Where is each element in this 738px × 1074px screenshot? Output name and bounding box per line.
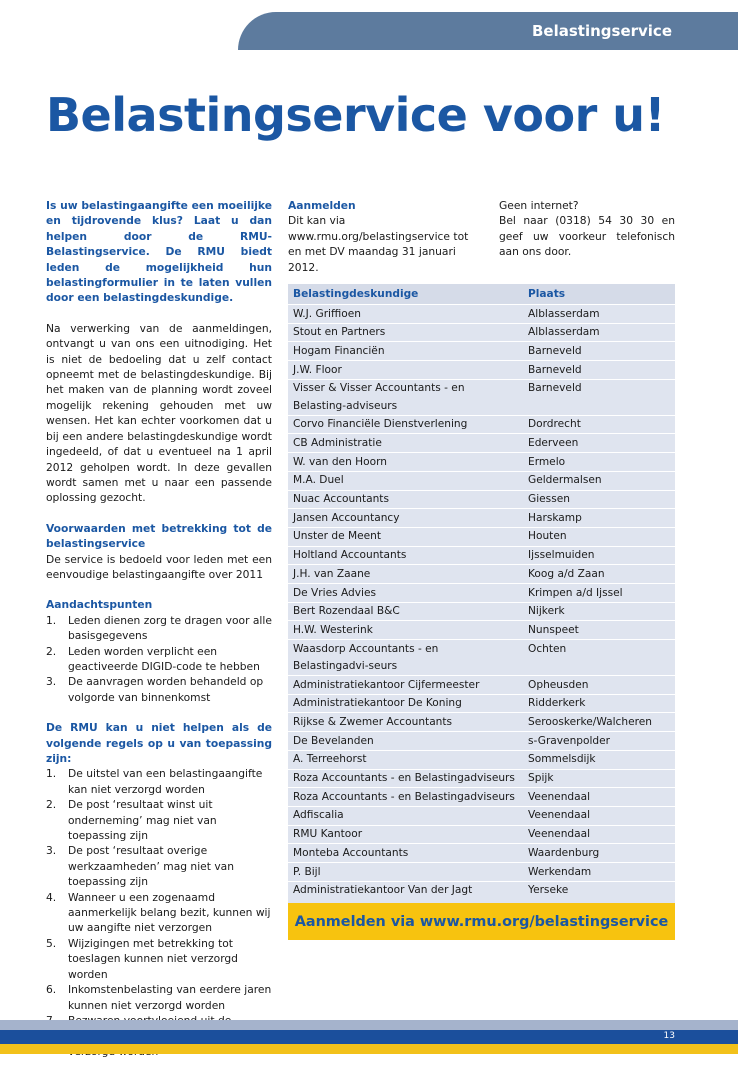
list-item-number: 1. xyxy=(46,767,57,781)
aandachtspunten-list xyxy=(46,613,272,705)
table-cell-advisor: Adfiscalia xyxy=(293,809,344,822)
table-row xyxy=(288,304,675,323)
table-header xyxy=(288,284,675,304)
table-cell-advisor: J.W. Floor xyxy=(293,363,342,376)
intro-text: Is uw belastingaangifte een moeilijke en tijdrovende klus? Laat u dan helpen door de RMU-Belastingservice. De RMU biedt leden de mogelijkheid hun belastingformulier in te laten vullen door een belastingdeskundige. xyxy=(46,199,272,305)
list-item-number: 3. xyxy=(46,844,57,858)
table-cell-place: Spijk xyxy=(528,772,554,785)
table-cell-advisor: Administratiekantoor De Koning xyxy=(293,697,462,710)
geen-internet-text: Bel naar (0318) 54 30 30 en geef uw voorkeur telefonisch aan ons door. xyxy=(499,214,675,259)
list-item-number: 4. xyxy=(46,890,57,904)
table-cell-advisor: Corvo Financiële Dienstverlening xyxy=(293,418,468,431)
paragraph-processing: Na verwerking van de aanmeldingen, ontvangt u van ons een uitnodiging. Het is niet de bedoeling dat u zelf contact opneemt met de belastingdeskundige. Bij het maken van de planning wordt zoveel mogelijk rekening gehouden met uw wensen. Het kan echter voorkomen dat u bij een andere belastingdeskundige wordt ingedeeld, of dat u eventueel na 1 april 2012 geholpen wordt. In deze gevallen wordt samen met u naar een passende oplossing gezocht. xyxy=(46,321,272,505)
advisors-table xyxy=(288,284,675,903)
table-row xyxy=(288,564,675,583)
list-item-text: Inkomstenbelasting van eerdere jaren kunnen niet verzorgd worden xyxy=(68,983,272,1012)
table-row xyxy=(288,806,675,825)
table-row xyxy=(288,471,675,490)
geen-internet-section xyxy=(499,198,675,260)
table-cell-place: Barneveld xyxy=(528,363,582,376)
table-cell-place: Ridderkerk xyxy=(528,697,586,710)
header-advisor: Belastingdeskundige xyxy=(293,288,419,300)
table-cell-place: Werkendam xyxy=(528,865,592,878)
list-item-text: De uitstel van een belastingaangifte kan niet verzorgd worden xyxy=(68,767,263,796)
table-cell-place: Harskamp xyxy=(528,511,582,524)
table-cell-advisor: Unster de Meent xyxy=(293,530,382,543)
table-cell-advisor: P. Bijl xyxy=(293,865,321,878)
regels-heading: De RMU kan u niet helpen als de volgende regels op u van toepassing zijn: xyxy=(46,721,272,765)
table-row xyxy=(288,787,675,806)
table-row xyxy=(288,379,675,415)
table-row xyxy=(288,675,675,694)
list-item-number: 2. xyxy=(46,644,57,658)
aandachtspunten-heading: Aandachtspunten xyxy=(46,598,153,612)
table-cell-place: Yerseke xyxy=(528,884,569,897)
table-cell-advisor: CB Administratie xyxy=(293,436,382,449)
table-row xyxy=(288,881,675,900)
table-row xyxy=(288,490,675,509)
table-cell-advisor: De Bevelanden xyxy=(293,734,374,747)
aanmelden-section xyxy=(288,198,482,275)
table-cell-advisor: De Vries Advies xyxy=(293,586,377,599)
table-row xyxy=(288,843,675,862)
list-item-number: 1. xyxy=(46,613,57,627)
table-cell-advisor: RMU Kantoor xyxy=(293,828,363,841)
table-cell-advisor: Administratiekantoor Van der Jagt xyxy=(293,884,473,897)
aanmelden-text: Dit kan via www.rmu.org/belastingservice tot en met DV maandag 31 januari 2012. xyxy=(288,214,469,274)
list-item-text: De aanvragen worden behandeld op volgorde van binnenkomst xyxy=(68,675,264,704)
list-item xyxy=(46,936,272,982)
table-row xyxy=(288,546,675,565)
table-cell-place: Nijkerk xyxy=(528,605,565,618)
voorwaarden-text: De service is bedoeld voor leden met een eenvoudige belastingaangifte over 2011 xyxy=(46,552,272,581)
regels-list xyxy=(46,766,272,1059)
table-cell-place: Dordrecht xyxy=(528,418,581,431)
table-cell-place: Alblasserdam xyxy=(528,307,600,320)
table-cell-advisor: M.A. Duel xyxy=(293,474,344,487)
footer-stripe-yellow xyxy=(0,1044,738,1054)
table-cell-place: Houten xyxy=(528,530,567,543)
table-row xyxy=(288,769,675,788)
table-cell-place: Barneveld xyxy=(528,344,582,357)
list-item xyxy=(46,982,272,1013)
list-item-text: Leden worden verplicht een geactiveerde DIGID-code te hebben xyxy=(68,644,260,673)
list-item-text: De post ‘resultaat winst uit onderneming’ mag niet van toepassing zijn xyxy=(68,798,217,843)
table-cell-place: Ederveen xyxy=(528,436,579,449)
signup-banner-text[interactable]: Aanmelden via www.rmu.org/belastingservice xyxy=(294,913,669,930)
list-item xyxy=(46,766,272,797)
list-item xyxy=(46,843,272,889)
table-cell-advisor: J.H. van Zaane xyxy=(293,567,371,580)
table-cell-place: s-Gravenpolder xyxy=(528,734,611,747)
header-place: Plaats xyxy=(528,288,566,300)
table-cell-place: Geldermalsen xyxy=(528,474,602,487)
table-row xyxy=(288,323,675,342)
table-row xyxy=(288,415,675,434)
table-row xyxy=(288,620,675,639)
table-row xyxy=(288,602,675,621)
table-cell-place: Barneveld xyxy=(528,382,582,395)
table-cell-advisor: Hogam Financiën xyxy=(293,344,385,357)
voorwaarden-section xyxy=(46,521,272,583)
list-item-text: Wanneer u een zogenaamd aanmerkelijk belang bezit, kunnen wij uw aangifte niet verzorgen xyxy=(68,890,271,935)
table-cell-advisor: Holtland Accountants xyxy=(293,549,407,562)
table-cell-place: Koog a/d Zaan xyxy=(528,567,605,580)
table-row xyxy=(288,583,675,602)
table-cell-place: Krimpen a/d Ijssel xyxy=(528,586,623,599)
table-row xyxy=(288,694,675,713)
table-cell-place: Veenendaal xyxy=(528,809,591,822)
table-row xyxy=(288,862,675,881)
regels-section xyxy=(46,720,272,1059)
table-cell-advisor: Administratiekantoor Cijfermeester xyxy=(293,678,480,691)
table-cell-advisor: H.W. Westerink xyxy=(293,623,373,636)
table-row xyxy=(288,750,675,769)
page-number: 13 xyxy=(663,1031,675,1041)
voorwaarden-heading: Voorwaarden met betrekking tot de belastingservice xyxy=(46,521,272,551)
list-item-text: Wijzigingen met betrekking tot toeslagen kunnen niet verzorgd worden xyxy=(68,936,238,981)
table-cell-place: Serooskerke/Walcheren xyxy=(528,715,652,728)
table-cell-place: Opheusden xyxy=(528,678,589,691)
table-row xyxy=(288,341,675,360)
table-cell-advisor: W. van den Hoorn xyxy=(293,455,387,468)
list-item-number: 5. xyxy=(46,936,57,950)
table-row xyxy=(288,825,675,844)
list-item xyxy=(46,674,272,705)
table-cell-advisor: Waasdorp Accountants - en Belastingadvi-seurs xyxy=(293,642,439,672)
table-row xyxy=(288,527,675,546)
list-item xyxy=(46,890,272,936)
table-cell-advisor: Bert Rozendaal B&C xyxy=(293,605,400,618)
table-row xyxy=(288,360,675,379)
table-cell-advisor: Stout en Partners xyxy=(293,326,386,339)
list-item-text: De post ‘resultaat overige werkzaamheden’ mag niet van toepassing zijn xyxy=(68,844,234,889)
table-cell-place: Ermelo xyxy=(528,455,566,468)
table-row xyxy=(288,452,675,471)
table-body xyxy=(288,304,675,900)
table-cell-place: Sommelsdijk xyxy=(528,753,596,766)
table-cell-place: Nunspeet xyxy=(528,623,579,636)
table-cell-advisor: Roza Accountants - en Belastingadviseurs xyxy=(293,790,515,803)
list-item xyxy=(46,797,272,843)
table-cell-advisor: W.J. Griffioen xyxy=(293,307,361,320)
page-title: Belastingservice voor u! xyxy=(46,88,665,142)
table-cell-advisor: Monteba Accountants xyxy=(293,846,409,859)
left-column xyxy=(46,198,272,1074)
list-item xyxy=(46,644,272,675)
list-item-number: 2. xyxy=(46,798,57,812)
table-cell-place: Waardenburg xyxy=(528,846,600,859)
section-tab xyxy=(238,12,738,50)
table-cell-place: Giessen xyxy=(528,493,570,506)
signup-banner[interactable] xyxy=(288,903,675,940)
table-cell-place: Veenendaal xyxy=(528,828,591,841)
footer-stripe-blue xyxy=(0,1030,738,1044)
table-cell-advisor: Rijkse & Zwemer Accountants xyxy=(293,715,453,728)
table-cell-advisor: Roza Accountants - en Belastingadviseurs xyxy=(293,772,515,785)
list-item-number: 3. xyxy=(46,675,57,689)
table-cell-place: Alblasserdam xyxy=(528,326,600,339)
table-cell-advisor: A. Terreehorst xyxy=(293,753,367,766)
table-row xyxy=(288,508,675,527)
table-cell-place: Ijsselmuiden xyxy=(528,549,595,562)
table-row xyxy=(288,712,675,731)
list-item-text: Leden dienen zorg te dragen voor alle basisgegevens xyxy=(68,613,272,643)
aanmelden-heading: Aanmelden xyxy=(288,199,356,212)
table-cell-place: Ochten xyxy=(528,642,567,655)
table-cell-place: Veenendaal xyxy=(528,790,591,803)
aandachtspunten-section xyxy=(46,597,272,705)
table-cell-advisor: Visser & Visser Accountants - en Belasting-adviseurs xyxy=(293,382,465,412)
table-cell-advisor: Jansen Accountancy xyxy=(293,511,400,524)
table-row xyxy=(288,731,675,750)
list-item xyxy=(46,613,272,644)
table-row xyxy=(288,639,675,675)
geen-internet-heading: Geen internet? xyxy=(499,199,579,212)
section-tab-label: Belastingservice xyxy=(531,22,672,40)
table-row xyxy=(288,433,675,452)
table-cell-advisor: Nuac Accountants xyxy=(293,493,389,506)
list-item-number: 6. xyxy=(46,983,57,997)
footer-stripe-light xyxy=(0,1020,738,1030)
